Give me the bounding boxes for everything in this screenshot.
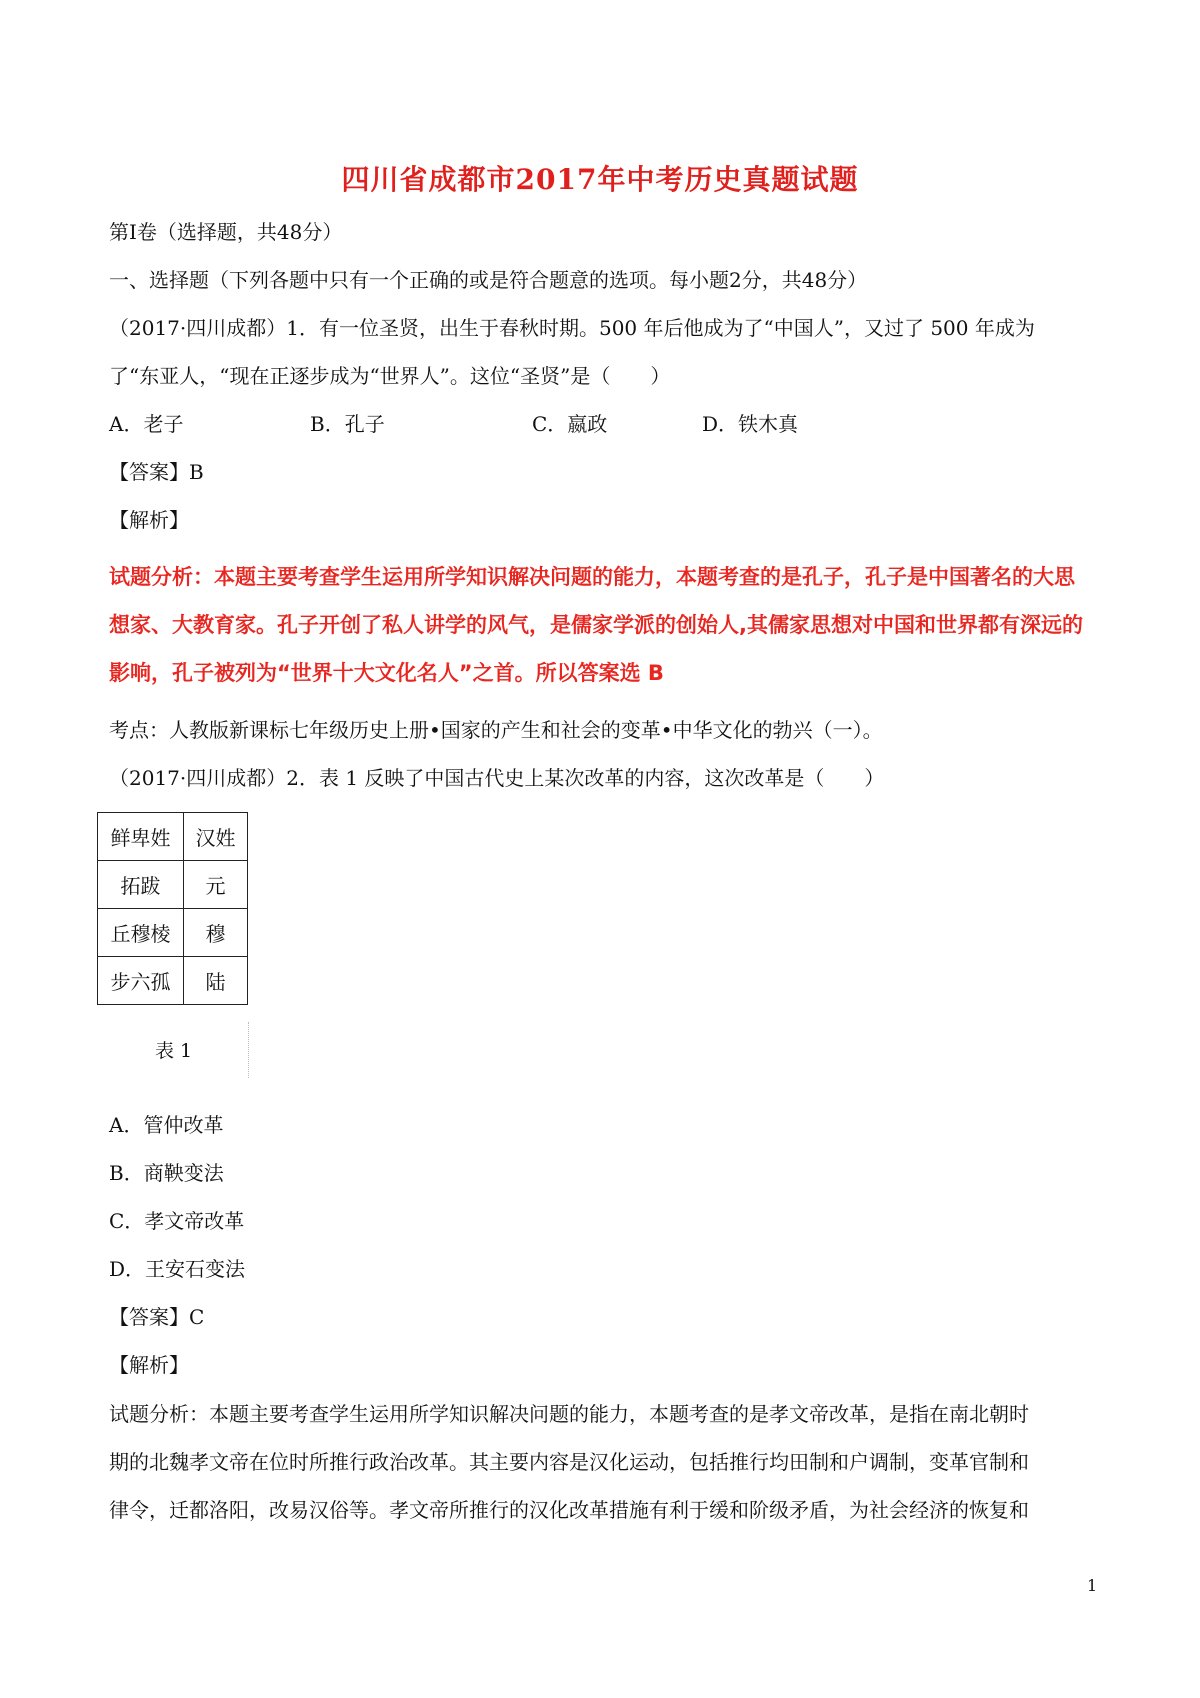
- table-row: [98, 957, 248, 1005]
- table-cell: 丘穆棱: [98, 909, 184, 957]
- q1-stem-line1: （2017·四川成都）1．有一位圣贤，出生于春秋时期。500 年后他成为了“中国人”，又过了 500 年成为: [109, 316, 1035, 340]
- table-header-row: [98, 813, 248, 861]
- q2-analysis-line: 律令，迁都洛阳，改易汉俗等。孝文帝所推行的汉化改革措施有利于缓和阶级矛盾，为社会经济的恢复和: [109, 1498, 1029, 1522]
- part-heading: 一、选择题（下列各题中只有一个正确的或是符合题意的选项。每小题2分，共48分）: [109, 268, 868, 292]
- q2-option-a: A．管仲改革: [109, 1113, 224, 1137]
- table-cell: 穆: [184, 909, 248, 957]
- caption-divider: [248, 1022, 249, 1078]
- table-cell: 元: [184, 861, 248, 909]
- q1-answer: 【答案】B: [109, 460, 204, 484]
- q1-analysis-label: 【解析】: [109, 508, 189, 532]
- q2-analysis-label: 【解析】: [109, 1353, 189, 1377]
- q1-option-c: C．嬴政: [532, 412, 608, 436]
- table-cell: 陆: [184, 957, 248, 1005]
- q1-analysis-line: 试题分析：本题主要考查学生运用所学知识解决问题的能力，本题考查的是孔子，孔子是中国著名的大思: [109, 565, 1075, 589]
- q1-option-a: A．老子: [109, 412, 184, 436]
- q2-stem: （2017·四川成都）2．表 1 反映了中国古代史上某次改革的内容，这次改革是（ ）: [109, 766, 885, 790]
- surname-table: [97, 812, 248, 1005]
- table-row: [98, 861, 248, 909]
- q1-analysis-line: 影响，孔子被列为“世界十大文化名人”之首。所以答案选 B: [109, 661, 664, 685]
- q2-analysis-line: 期的北魏孝文帝在位时所推行政治改革。其主要内容是汉化运动，包括推行均田制和户调制，变革官制和: [109, 1450, 1029, 1474]
- q1-option-d: D．铁木真: [702, 412, 799, 436]
- section-heading: 第Ⅰ卷（选择题，共48分）: [109, 220, 343, 244]
- q2-option-d: D．王安石变法: [109, 1257, 246, 1281]
- table-caption: 表 1: [155, 1040, 193, 1062]
- table-row: [98, 909, 248, 957]
- page-number: 1: [1087, 1576, 1098, 1595]
- q1-kaodian: 考点：人教版新课标七年级历史上册•国家的产生和社会的变革•中华文化的勃兴（一）。: [109, 718, 883, 742]
- q2-option-b: B．商鞅变法: [109, 1161, 224, 1185]
- q1-stem-line2: 了“东亚人，“现在正逐步成为“世界人”。这位“圣贤”是（ ）: [109, 364, 671, 388]
- table-header-cell: 鲜卑姓: [98, 813, 184, 861]
- q1-analysis-line: 想家、大教育家。孔子开创了私人讲学的风气，是儒家学派的创始人,其儒家思想对中国和世界都有深远的: [109, 613, 1083, 637]
- document-title: 四川省成都市2017年中考历史真题试题: [341, 163, 859, 196]
- table-cell: 拓跋: [98, 861, 184, 909]
- table-cell: 步六孤: [98, 957, 184, 1005]
- q2-answer: 【答案】C: [109, 1305, 205, 1329]
- q2-option-c: C．孝文帝改革: [109, 1209, 245, 1233]
- q1-options: [109, 410, 798, 438]
- table-header-cell: 汉姓: [184, 813, 248, 861]
- q2-analysis-line: 试题分析：本题主要考查学生运用所学知识解决问题的能力，本题考查的是孝文帝改革，是指在南北朝时: [109, 1402, 1029, 1426]
- q1-option-b: B．孔子: [310, 412, 385, 436]
